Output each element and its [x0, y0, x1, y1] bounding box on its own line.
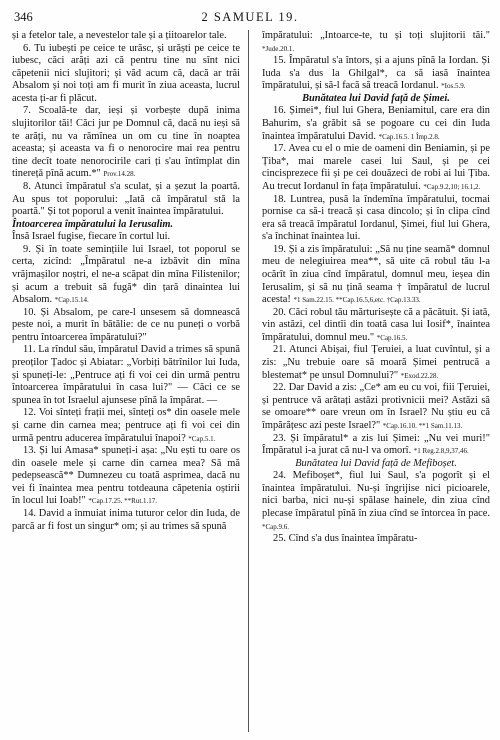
- verse: [262, 105, 490, 143]
- heading-text: Întoarcerea împăratului la Ierusalim.: [12, 218, 174, 230]
- cross-reference: *1 Sam.22.15. **Cap.16.5,6,etc. †Cap.13.33.: [293, 296, 421, 305]
- verse-text: 11. La rîndul său, împăratul David a trimes să spună preoților Țadoc și Abiatar: „Vorbiți bătrînilor lui Iuda, și spuneți-le: „Pentruce ați fi voi cei din urmă pentru întoarcerea împăratului în casa lui?" — Căci ce se spunea în tot Israelul ajunsese pînă la împărat. —: [12, 344, 240, 406]
- verse-text: împăratului: „Intoarce-te, tu și toți slujitorii tăi.": [262, 30, 490, 41]
- verse: [12, 508, 240, 533]
- heading-text: Bunătatea lui David față de Șimei.: [302, 92, 450, 104]
- verse: [12, 407, 240, 445]
- cross-reference: *Cap.15.14.: [54, 296, 89, 305]
- verse: [262, 143, 490, 193]
- verse-text: 23. Și împăratul* a zis lui Șimei: „Nu vei muri!" Împăratul i-a jurat că nu-l va omorî.: [262, 432, 490, 457]
- left-column: [12, 30, 240, 533]
- verse-text: 22. Dar David a zis: „Ce* am eu cu voi, fiii Țeruiei, și pentruce vă arătați astăzi protivnicii mei? Astăzi să se omoare** oare vreun om în Israel? Nu știu eu că împărățesc azi peste Israel?": [262, 382, 490, 431]
- verse: [12, 43, 240, 106]
- cross-reference: *1 Reg.2.8,9,37,46.: [413, 447, 469, 456]
- verse: [262, 194, 490, 244]
- verse: [12, 307, 240, 345]
- verse: [12, 105, 240, 180]
- section-heading: [12, 219, 240, 232]
- cross-reference: *Cap.17.25. **Rut.1.17.: [88, 497, 158, 506]
- verse-text: 17. Avea cu el o mie de oameni din Beniamin, și pe Țiba*, mai marele casei lui Saul, și pe cei cincisprezece fii și pe cei douăzeci de robi ai lui Țiba. Au trecut Iordanul în fața împăratului.: [262, 143, 490, 192]
- verse-text: 20. Căci robul tău mărturisește că a păcătuit. Și iată, vin astăzi, cel dintîi din toată casa lui Iosif*, înaintea împăratului, domnul meu.": [262, 306, 490, 343]
- cross-reference: *Cap.16.5.: [376, 333, 408, 342]
- verse-text: 13. Și lui Amasa* spuneți-i așa: „Nu ești tu oare os din oasele mele și carne din carnea mea? Să mă pedepsească** Dumnezeu cu toată asprimea, dacă nu vei fi înaintea mea pentru totdeauna căpetenia oștirii în locul lui Ioab!": [12, 445, 240, 507]
- verse: [262, 433, 490, 458]
- cross-reference: *Cap.16.5. 1 Împ.2.8.: [378, 132, 440, 141]
- verse-text: 19. Și a zis împăratului: „Să nu ține seamă* domnul meu de nelegiuirea mea**, să uite că robul tău l-a ocărît în ziua cînd împăratul, domnul meu, ieșea din Ierusalim, și să nu țină seama † împăratul de lucrul acesta!: [262, 243, 490, 306]
- verse: [262, 307, 490, 345]
- verse: [262, 382, 490, 432]
- cross-reference: *Cap.9.2,10; 16.1,2.: [423, 182, 481, 191]
- verse-text: 24. Mefiboșet*, fiul lui Saul, s'a pogorît și el înaintea împăratului. Nu-și îngrijise nici picioarele, nici barba, nici nu-și spălase hainele, din ziua cînd plecase împăratul pînă în ziua cînd se întorcea în pace.: [262, 470, 490, 519]
- cross-reference: *Cap.5.1.: [188, 434, 216, 443]
- cross-reference: Prov.14.28.: [103, 170, 136, 179]
- verse: [262, 344, 490, 382]
- cross-reference: *Jude.20.1.: [262, 44, 295, 53]
- verse-text: 9. Și în toate semințiile lui Israel, tot poporul se certa, zicînd: „Împăratul ne-a izbăvit din mîna vrăjmașilor noștri, el ne-a scăpat din mîna Filistenilor; și acum a trebuit să fugă* din țară dinaintea lui Absalom.: [12, 243, 240, 306]
- verse: [12, 244, 240, 307]
- verse: [12, 181, 240, 219]
- verse-text: 21. Atunci Abișai, fiul Țeruiei, a luat cuvîntul, și a zis: „Nu trebuie oare să moară Șimei pentrucă a blestemat* pe unsul Domnului?": [262, 344, 490, 381]
- verse-text: 25. Cînd s'a dus înaintea împăratu-: [273, 533, 418, 545]
- verse-text: 8. Atunci împăratul s'a sculat, și a șezut la poartă. Au spus tot poporului: „Iată că împăratul stă la poartă." Și tot poporul a venit înaintea împăratului.: [12, 180, 240, 218]
- verse: [262, 30, 490, 55]
- verse: [12, 344, 240, 407]
- verse-text: 15. Împăratul s'a întors, și a ajuns pînă la Iordan. Și Iuda s'a dus la Ghilgal*, ca să iasă înaintea împăratului, și să-l facă să treacă Iordanul.: [262, 55, 490, 92]
- verse: [12, 231, 240, 244]
- section-heading: [262, 93, 490, 106]
- verse: [262, 533, 490, 546]
- verse-text: Însă Israel fugise, fiecare în cortul lui.: [12, 231, 171, 243]
- right-column: [262, 30, 490, 546]
- cross-reference: *Cap.9.6.: [262, 522, 290, 531]
- verse: [262, 55, 490, 93]
- verse-text: 10. Și Absalom, pe care-l unsesem să domnească peste noi, a murit în bătălie: de ce nu puneți o vorbă pentru întoarcerea împăratului?": [12, 306, 240, 343]
- section-heading: [262, 458, 490, 471]
- verse-text: și a fetelor tale, a nevestelor tale și a țiitoarelor tale.: [12, 30, 227, 41]
- verse-text: 18. Luntrea, pusă la îndemîna împăratului, tocmai pornise ca să-i treacă și casa dincolo; și în clipa cînd era să treacă împăratul Iordanul, Șimei, fiul lui Ghera, s'a închinat înaintea lui.: [262, 193, 490, 243]
- verse: [12, 445, 240, 508]
- verse-text: 16. Șimei*, fiul lui Ghera, Beniamitul, care era din Bahurim, s'a grăbit să se pogoare cu cei din Iuda înaintea împăratului David.: [262, 105, 490, 142]
- heading-text: Bunătatea lui David față de Mefiboșet.: [295, 457, 457, 469]
- column-divider: [248, 30, 249, 732]
- verse-text: 14. David a înmuiat inima tuturor celor din Iuda, de parcă ar fi fost un singur* om; și au trimes să spună: [12, 507, 240, 532]
- verse: [12, 30, 240, 43]
- verse: [262, 244, 490, 307]
- cross-reference: *Exod.22.28.: [400, 371, 439, 380]
- page-number: 346: [14, 10, 33, 24]
- verse-text: 12. Voi sînteți frații mei, sînteți os* din oasele mele și carne din carnea mea; pentruce ați fi voi cei din urmă pentru aducerea împăratului înapoi?: [12, 407, 240, 444]
- cross-reference: *Ios.5.9.: [441, 82, 466, 91]
- page-header: [14, 10, 486, 26]
- verse: [262, 470, 490, 533]
- verse-text: 6. Tu iubești pe ceice te urăsc, și urăști pe ceice te iubesc, căci arăți azi că pentru tine nu sînt nici căpetenii nici slujitori; și văd acum că, dacă ar trăi Absalom și noi toți am fi murit în ziua aceasta, lucrul acesta ți-ar fi plăcut.: [12, 42, 240, 104]
- running-title: 2 SAMUEL 19.: [201, 10, 299, 24]
- cross-reference: *Cap.16.10. **1 Sam.11.13.: [382, 421, 463, 430]
- verse-text: 7. Scoală-te dar, ieși și vorbește după inima slujitorilor tăi! Căci jur pe Domnul că, dacă nu ieși să te arăți, nu va rămînea un om cu tine în noaptea aceasta; și aceasta va fi o nenorocire mai rea pentru tine decît toate nenorocirile cari ți s'au întîmplat din tinerețǎ pînă acum.*": [12, 105, 240, 180]
